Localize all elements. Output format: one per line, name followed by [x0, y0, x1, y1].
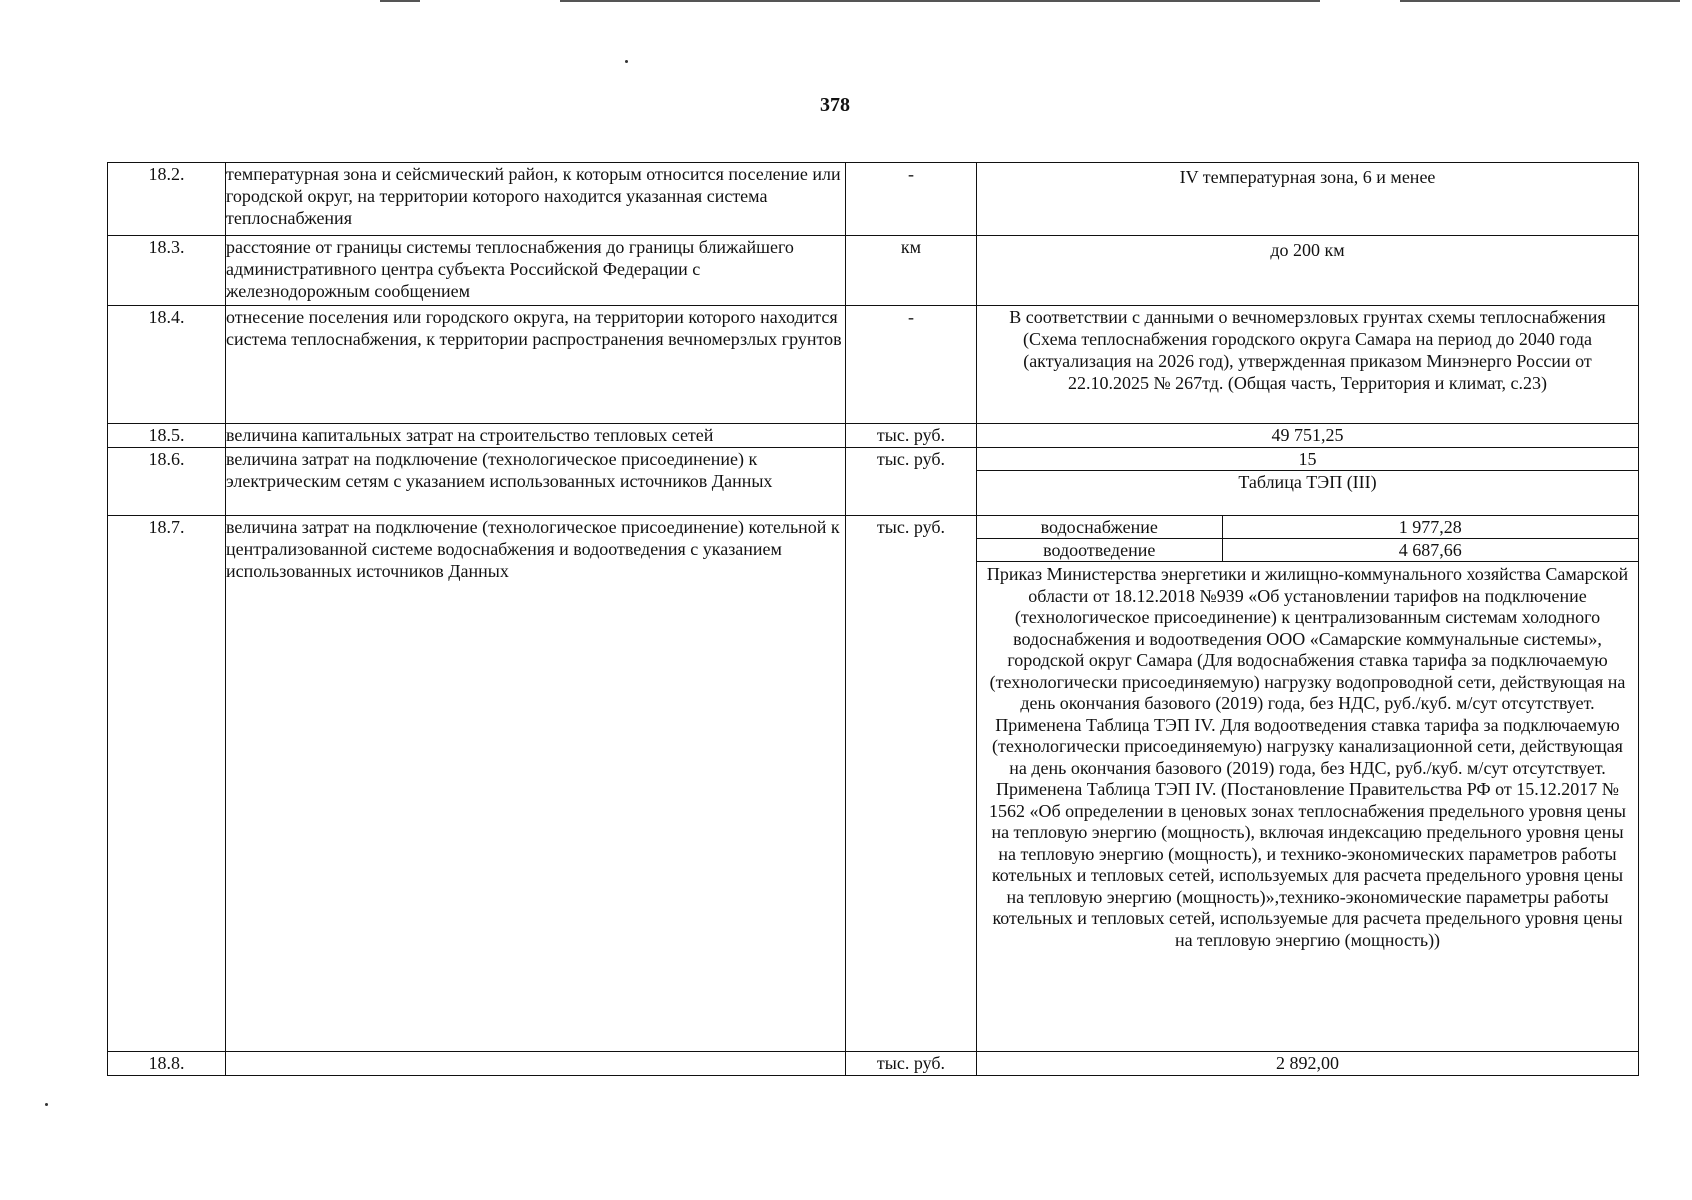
table-row	[108, 448, 1639, 516]
row-description: отнесение поселения или городского округа, на территории которого находится система теплоснабжения, к территории распространения вечномерзлых грунтов	[226, 306, 846, 424]
row-value-cell	[977, 306, 1639, 424]
row-number: 18.8.	[108, 1052, 226, 1076]
row-unit: -	[846, 306, 977, 424]
row-number: 18.2.	[108, 163, 226, 236]
scan-speck	[625, 60, 628, 63]
row-value-cell	[977, 163, 1639, 236]
parameters-table	[107, 162, 1639, 1076]
sub-row	[977, 539, 1638, 562]
row-description: величина капитальных затрат на строительство тепловых сетей	[226, 424, 846, 448]
row-value: до 200 км	[1270, 240, 1345, 260]
row-description: температурная зона и сейсмический район, к которым относится поселение или городской округ, на территории которого находится указанная система теплоснабжения	[226, 163, 846, 236]
sub-row	[977, 516, 1638, 539]
row-value: IV температурная зона, 6 и менее	[1179, 167, 1436, 187]
row-unit: км	[846, 236, 977, 306]
row-unit: тыс. руб.	[846, 424, 977, 448]
row-unit: тыс. руб.	[846, 1052, 977, 1076]
table-row	[108, 306, 1639, 424]
sub-value: 1 977,28	[1222, 516, 1638, 539]
scan-edge-line	[560, 0, 1320, 2]
table-row	[108, 1052, 1639, 1076]
row-unit: тыс. руб.	[846, 516, 977, 1052]
row-number: 18.7.	[108, 516, 226, 1052]
row-unit: тыс. руб.	[846, 448, 977, 516]
scan-edge-line	[380, 0, 420, 2]
sub-label: водоснабжение	[977, 516, 1222, 539]
table-row	[108, 236, 1639, 306]
row-value: 15	[977, 448, 1638, 471]
row-value: В соответствии с данными о вечномерзловых грунтах схемы теплоснабжения (Схема теплоснабжения городского округа Самара на период до 2040 года (актуализация на 2026 год), утвержденная приказом Минэнерго России от 22.10.2025 № 267тд. (Общая часть, Территория и климат, с.23)	[1009, 307, 1606, 393]
row-number: 18.4.	[108, 306, 226, 424]
scan-speck	[45, 1103, 48, 1106]
row-value: 49 751,25	[1271, 425, 1344, 445]
row-value-cell	[977, 1052, 1639, 1076]
page-number: 378	[820, 94, 850, 116]
sub-label: водоотведение	[977, 539, 1222, 562]
table-row	[108, 516, 1639, 1052]
row-unit: -	[846, 163, 977, 236]
row-number: 18.5.	[108, 424, 226, 448]
row-value-cell	[977, 516, 1639, 1052]
table-row	[108, 163, 1639, 236]
row-number: 18.3.	[108, 236, 226, 306]
row-value-cell	[977, 236, 1639, 306]
sub-values-table	[977, 516, 1638, 561]
row-source: Таблица ТЭП (III)	[1238, 472, 1377, 492]
row-description	[226, 1052, 846, 1076]
row-description: величина затрат на подключение (технологическое присоединение) к электрическим сетям с указанием использованных источников Данных	[226, 448, 846, 516]
row-source: Приказ Министерства энергетики и жилищно-коммунального хозяйства Самарской области от 18.12.2018 №939 «Об установлении тарифов на подключение (технологическое присоединение) к централизованным системам холодного водоснабжения и водоотведения ООО «Самарские коммунальные системы», городской округ Самара (Для водоснабжения ставка тарифа за подключаемую (технологически присоединяемую) нагрузку водопроводной сети, действующая на день окончания базового (2019) года, без НДС, руб./куб. м/сут отсутствует. Применена Таблица ТЭП IV. Для водоотведения ставка тарифа за подключаемую (технологически присоединяемую) нагрузку канализационной сети, действующая на день окончания базового (2019) года, без НДС, руб./куб. м/сут отсутствует. Применена Таблица ТЭП IV. (Постановление Правительства РФ от 15.12.2017 № 1562 «Об определении в ценовых зонах теплоснабжения предельного уровня цены на тепловую энергию (мощность), включая индексацию предельного уровня цены на тепловую энергию (мощность), и технико-экономических параметров работы котельных и тепловых сетей, используемых для расчета предельного уровня цены на тепловую энергию (мощность)»,технико-экономические параметры работы котельных и тепловых сетей, используемые для расчета предельного уровня цены на тепловую энергию (мощность))	[977, 561, 1638, 951]
scan-edge-line	[1400, 0, 1680, 2]
row-number: 18.6.	[108, 448, 226, 516]
row-description: расстояние от границы системы теплоснабжения до границы ближайшего административного центра субъекта Российской Федерации с железнодорожным сообщением	[226, 236, 846, 306]
table-row	[108, 424, 1639, 448]
row-value: 2 892,00	[1276, 1053, 1339, 1073]
row-value-cell	[977, 424, 1639, 448]
sub-value: 4 687,66	[1222, 539, 1638, 562]
row-value-cell	[977, 448, 1639, 516]
row-description: величина затрат на подключение (технологическое присоединение) котельной к централизованной системе водоснабжения и водоотведения с указанием использованных источников Данных	[226, 516, 846, 1052]
